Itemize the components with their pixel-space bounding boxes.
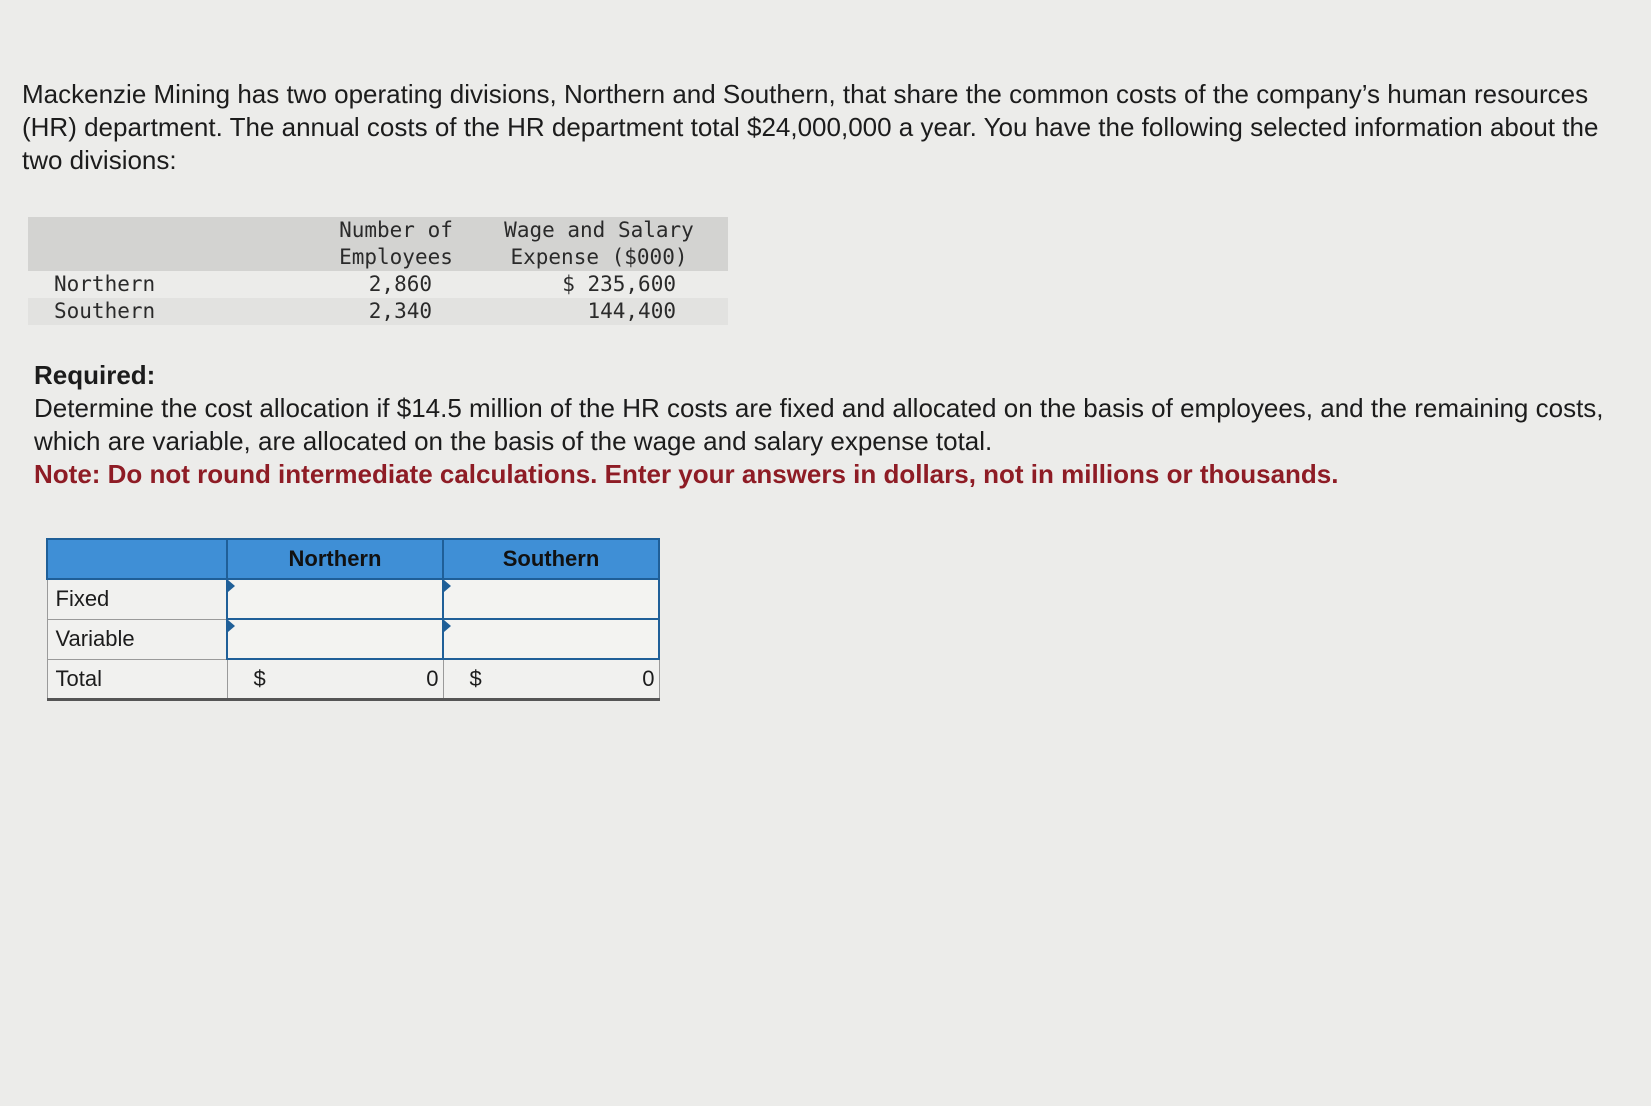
given-header-blank [28,217,322,271]
required-heading: Required: [34,360,156,390]
table-row [47,619,659,659]
currency-symbol: $ [469,666,482,691]
total-northern-value: 0 [426,666,439,691]
variable-southern-input[interactable] [443,619,659,659]
wage-expense: $ 235,600 [562,272,676,296]
header-wages-line1: Wage and Salary [504,218,694,242]
row-label-fixed: Fixed [47,579,227,619]
wage-expense: 144,400 [470,298,728,325]
total-southern [443,659,659,700]
answer-table [46,538,660,701]
division-name: Northern [54,272,156,296]
employee-count: 2,340 [322,298,470,325]
total-northern [227,659,443,700]
division-data-table [28,217,728,325]
table-row [28,271,728,298]
employee-count: 2,860 [368,272,432,296]
column-header-northern: Northern [227,539,443,579]
problem-intro: Mackenzie Mining has two operating divisions, Northern and Southern, that share the common costs of the company’s human resources (HR) department. The annual costs of the HR department total $24,000,000 a year. You have the following selected information about the two divisions: [22,79,1599,175]
header-wages [470,217,728,271]
required-text: Determine the cost allocation if $14.5 million of the HR costs are fixed and allocated on the basis of employees, and the remaining costs, which are variable, are allocated on the basis of the wage and salary expense total. [34,393,1604,456]
division-name: Southern [28,298,322,325]
fixed-southern-input[interactable] [443,579,659,619]
required-section [34,359,1644,491]
column-header-southern: Southern [443,539,659,579]
table-row [28,298,728,325]
answer-header-blank [47,539,227,579]
header-employees [322,217,470,271]
required-note: Note: Do not round intermediate calculations. Enter your answers in dollars, not in millions or thousands. [34,459,1339,489]
total-row [47,659,659,700]
currency-symbol: $ [253,666,266,691]
header-employees-line1: Number of [339,218,453,242]
fixed-northern-input[interactable] [227,579,443,619]
answer-table-header [47,539,659,579]
variable-northern-input[interactable] [227,619,443,659]
header-wages-line2: Expense ($000) [510,245,688,269]
total-southern-value: 0 [642,666,655,691]
row-label-variable: Variable [47,619,227,659]
row-label-total: Total [47,659,227,700]
given-table-header [28,217,728,271]
header-employees-line2: Employees [339,245,453,269]
table-row [47,579,659,619]
